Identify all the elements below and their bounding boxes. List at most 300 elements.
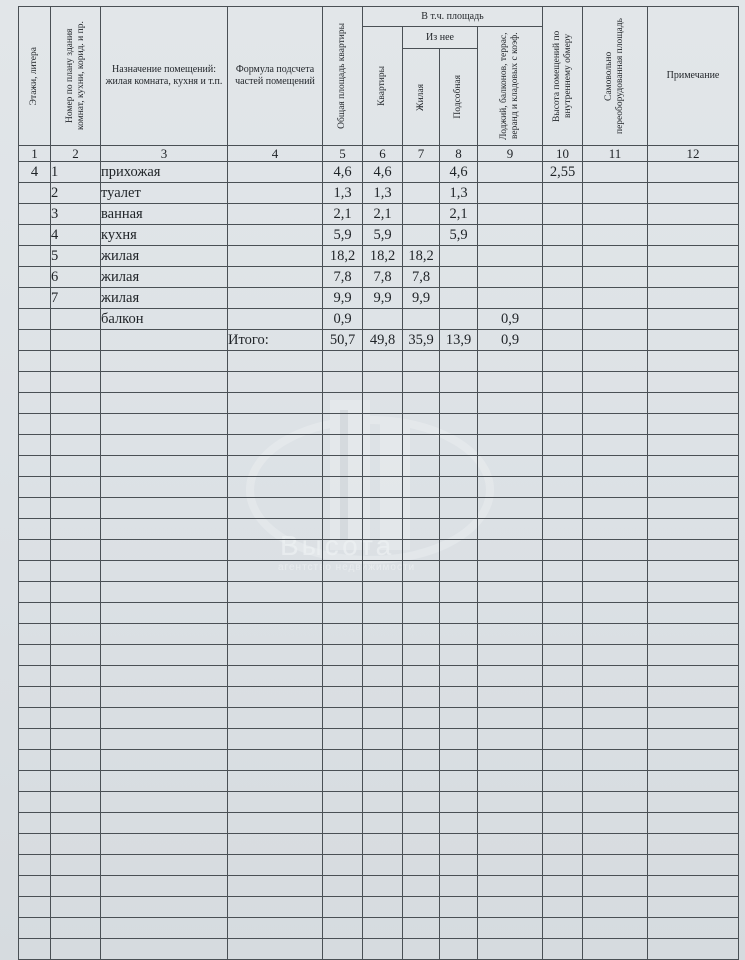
empty-cell [648, 792, 739, 813]
empty-cell [363, 519, 403, 540]
empty-cell [19, 897, 51, 918]
empty-cell [478, 708, 543, 729]
cell-room-name: балкон [101, 309, 228, 330]
empty-cell [228, 939, 323, 960]
empty-cell [19, 540, 51, 561]
cell-formula [228, 267, 323, 288]
empty-cell [363, 771, 403, 792]
empty-cell [101, 645, 228, 666]
cell-auxiliary-area [440, 246, 478, 267]
empty-cell [648, 834, 739, 855]
table-row [19, 225, 739, 246]
cell-formula [228, 309, 323, 330]
empty-cell [583, 771, 648, 792]
empty-cell [403, 729, 440, 750]
cell-total-area: 2,1 [323, 204, 363, 225]
empty-cell [583, 855, 648, 876]
empty-cell [101, 561, 228, 582]
header-floor: Этажи, литера [19, 7, 51, 146]
empty-cell [403, 498, 440, 519]
empty-cell [51, 813, 101, 834]
empty-cell [648, 939, 739, 960]
cell-note [648, 288, 739, 309]
empty-cell [543, 393, 583, 414]
empty-cell [363, 834, 403, 855]
empty-cell [440, 834, 478, 855]
empty-cell [19, 918, 51, 939]
empty-cell [228, 540, 323, 561]
header-total-area: Общая площадь квартиры [323, 7, 363, 146]
empty-row [19, 939, 739, 960]
empty-row [19, 498, 739, 519]
empty-cell [543, 855, 583, 876]
header-subgroup: Из нее [403, 27, 478, 49]
empty-cell [543, 582, 583, 603]
empty-cell [403, 540, 440, 561]
empty-cell [51, 351, 101, 372]
empty-cell [19, 645, 51, 666]
empty-cell [101, 624, 228, 645]
empty-row [19, 897, 739, 918]
empty-cell [101, 750, 228, 771]
cell-formula [228, 183, 323, 204]
empty-cell [648, 582, 739, 603]
empty-cell [403, 687, 440, 708]
empty-cell [403, 393, 440, 414]
empty-cell [101, 687, 228, 708]
cell-floor [19, 183, 51, 204]
empty-row [19, 729, 739, 750]
column-number: 10 [543, 146, 583, 162]
empty-cell [583, 876, 648, 897]
empty-cell [648, 729, 739, 750]
empty-cell [403, 708, 440, 729]
total-apt: 49,8 [363, 330, 403, 351]
empty-cell [478, 855, 543, 876]
cell-unauthorized-area [583, 183, 648, 204]
cell-note [648, 267, 739, 288]
cell-apartment-area: 1,3 [363, 183, 403, 204]
column-number: 8 [440, 146, 478, 162]
empty-cell [583, 330, 648, 351]
cell-living-area [403, 183, 440, 204]
empty-cell [19, 729, 51, 750]
empty-cell [363, 708, 403, 729]
empty-cell [51, 435, 101, 456]
empty-cell [543, 918, 583, 939]
cell-unauthorized-area [583, 267, 648, 288]
header-apartment-area: Квартиры [363, 27, 403, 146]
empty-cell [323, 414, 363, 435]
empty-cell [648, 624, 739, 645]
empty-cell [583, 519, 648, 540]
empty-cell [323, 729, 363, 750]
empty-cell [228, 834, 323, 855]
empty-cell [228, 372, 323, 393]
empty-cell [363, 498, 403, 519]
cell-room-number: 7 [51, 288, 101, 309]
empty-cell [19, 876, 51, 897]
empty-cell [323, 750, 363, 771]
empty-cell [543, 351, 583, 372]
cell-auxiliary-area: 5,9 [440, 225, 478, 246]
cell-apartment-area: 4,6 [363, 162, 403, 183]
empty-cell [19, 603, 51, 624]
empty-cell [19, 813, 51, 834]
cell-auxiliary-area: 2,1 [440, 204, 478, 225]
empty-cell [228, 393, 323, 414]
cell-room-number: 2 [51, 183, 101, 204]
empty-cell [51, 561, 101, 582]
empty-cell [403, 939, 440, 960]
empty-cell [101, 876, 228, 897]
table-row [19, 246, 739, 267]
cell-unauthorized-area [583, 225, 648, 246]
empty-row [19, 456, 739, 477]
empty-cell [363, 813, 403, 834]
empty-cell [323, 855, 363, 876]
empty-cell [228, 645, 323, 666]
empty-cell [101, 435, 228, 456]
empty-cell [440, 477, 478, 498]
cell-apartment-area: 5,9 [363, 225, 403, 246]
empty-cell [101, 834, 228, 855]
empty-cell [101, 456, 228, 477]
empty-cell [440, 519, 478, 540]
empty-cell [583, 834, 648, 855]
empty-cell [19, 372, 51, 393]
empty-cell [478, 876, 543, 897]
cell-ceiling-height [543, 183, 583, 204]
empty-cell [440, 393, 478, 414]
cell-room-number: 4 [51, 225, 101, 246]
empty-row [19, 687, 739, 708]
cell-auxiliary-area [440, 267, 478, 288]
empty-cell [323, 918, 363, 939]
empty-cell [228, 666, 323, 687]
empty-cell [19, 624, 51, 645]
cell-ceiling-height [543, 246, 583, 267]
empty-cell [228, 792, 323, 813]
cell-apartment-area: 9,9 [363, 288, 403, 309]
empty-cell [363, 414, 403, 435]
empty-cell [648, 855, 739, 876]
empty-cell [101, 939, 228, 960]
empty-cell [648, 372, 739, 393]
empty-cell [478, 456, 543, 477]
empty-row [19, 918, 739, 939]
empty-cell [543, 813, 583, 834]
empty-cell [228, 855, 323, 876]
empty-row [19, 519, 739, 540]
empty-cell [440, 645, 478, 666]
column-number-row [19, 146, 739, 162]
empty-cell [19, 456, 51, 477]
empty-cell [363, 750, 403, 771]
cell-apartment-area: 2,1 [363, 204, 403, 225]
cell-auxiliary-area: 4,6 [440, 162, 478, 183]
empty-cell [228, 813, 323, 834]
empty-cell [51, 645, 101, 666]
empty-cell [363, 561, 403, 582]
cell-balcony-area [478, 288, 543, 309]
cell-balcony-area: 0,9 [478, 309, 543, 330]
empty-cell [101, 393, 228, 414]
cell-floor [19, 309, 51, 330]
empty-cell [543, 771, 583, 792]
total-living: 35,9 [403, 330, 440, 351]
empty-cell [478, 372, 543, 393]
empty-cell [543, 645, 583, 666]
empty-row [19, 771, 739, 792]
column-number: 3 [101, 146, 228, 162]
cell-living-area: 7,8 [403, 267, 440, 288]
empty-cell [440, 582, 478, 603]
empty-cell [323, 897, 363, 918]
empty-cell [19, 771, 51, 792]
cell-apartment-area [363, 309, 403, 330]
empty-row [19, 603, 739, 624]
empty-cell [440, 855, 478, 876]
empty-cell [583, 477, 648, 498]
empty-cell [51, 834, 101, 855]
empty-cell [51, 666, 101, 687]
empty-cell [101, 372, 228, 393]
empty-row [19, 834, 739, 855]
empty-cell [101, 897, 228, 918]
cell-apartment-area: 7,8 [363, 267, 403, 288]
cell-formula [228, 225, 323, 246]
empty-cell [648, 393, 739, 414]
empty-row [19, 393, 739, 414]
empty-cell [323, 603, 363, 624]
empty-cell [228, 918, 323, 939]
empty-cell [19, 792, 51, 813]
empty-cell [19, 519, 51, 540]
empty-cell [583, 750, 648, 771]
empty-cell [403, 771, 440, 792]
empty-cell [478, 435, 543, 456]
empty-cell [478, 666, 543, 687]
empty-cell [543, 477, 583, 498]
empty-cell [403, 876, 440, 897]
column-number: 9 [478, 146, 543, 162]
empty-cell [101, 330, 228, 351]
empty-cell [583, 708, 648, 729]
empty-cell [440, 792, 478, 813]
cell-room-name: ванная [101, 204, 228, 225]
column-number: 7 [403, 146, 440, 162]
empty-cell [403, 834, 440, 855]
cell-floor [19, 246, 51, 267]
table-row [19, 309, 739, 330]
empty-cell [440, 561, 478, 582]
cell-note [648, 183, 739, 204]
header-living-area: Жилая [403, 49, 440, 146]
empty-cell [228, 897, 323, 918]
empty-cell [403, 435, 440, 456]
empty-cell [363, 876, 403, 897]
empty-cell [101, 477, 228, 498]
empty-cell [101, 603, 228, 624]
empty-cell [440, 372, 478, 393]
empty-cell [583, 372, 648, 393]
empty-cell [51, 498, 101, 519]
totals-row [19, 330, 739, 351]
empty-cell [101, 519, 228, 540]
empty-cell [583, 351, 648, 372]
header-room-purpose: Назначение помещений: жилая комната, кухня и т.п. [101, 7, 228, 146]
empty-cell [543, 372, 583, 393]
cell-balcony-area [478, 183, 543, 204]
empty-cell [101, 498, 228, 519]
empty-cell [19, 582, 51, 603]
cell-unauthorized-area [583, 288, 648, 309]
cell-living-area: 9,9 [403, 288, 440, 309]
empty-cell [19, 351, 51, 372]
cell-ceiling-height [543, 288, 583, 309]
empty-cell [648, 351, 739, 372]
empty-cell [403, 372, 440, 393]
empty-cell [323, 771, 363, 792]
empty-cell [19, 750, 51, 771]
empty-cell [648, 456, 739, 477]
cell-total-area: 0,9 [323, 309, 363, 330]
empty-cell [19, 414, 51, 435]
cell-living-area: 18,2 [403, 246, 440, 267]
total-aux: 13,9 [440, 330, 478, 351]
empty-cell [648, 540, 739, 561]
empty-cell [363, 729, 403, 750]
empty-cell [583, 729, 648, 750]
empty-cell [543, 414, 583, 435]
empty-cell [440, 666, 478, 687]
empty-cell [543, 519, 583, 540]
empty-cell [583, 582, 648, 603]
cell-total-area: 5,9 [323, 225, 363, 246]
empty-cell [478, 351, 543, 372]
empty-cell [19, 498, 51, 519]
empty-cell [323, 372, 363, 393]
empty-cell [228, 498, 323, 519]
empty-cell [478, 834, 543, 855]
cell-floor [19, 225, 51, 246]
empty-cell [19, 939, 51, 960]
empty-row [19, 561, 739, 582]
empty-cell [583, 792, 648, 813]
empty-cell [543, 540, 583, 561]
empty-cell [363, 624, 403, 645]
empty-cell [478, 771, 543, 792]
empty-cell [228, 624, 323, 645]
empty-cell [403, 897, 440, 918]
empty-row [19, 540, 739, 561]
empty-cell [323, 393, 363, 414]
empty-cell [101, 855, 228, 876]
empty-cell [648, 876, 739, 897]
cell-room-name: жилая [101, 288, 228, 309]
header-auxiliary-area: Подсобная [440, 49, 478, 146]
empty-row [19, 582, 739, 603]
cell-note [648, 225, 739, 246]
empty-cell [648, 666, 739, 687]
empty-row [19, 876, 739, 897]
empty-cell [19, 330, 51, 351]
empty-cell [323, 687, 363, 708]
table-row [19, 183, 739, 204]
empty-cell [583, 540, 648, 561]
empty-cell [363, 540, 403, 561]
empty-cell [101, 918, 228, 939]
empty-cell [51, 603, 101, 624]
empty-cell [323, 834, 363, 855]
empty-cell [478, 540, 543, 561]
table-row [19, 204, 739, 225]
empty-row [19, 372, 739, 393]
cell-ceiling-height [543, 204, 583, 225]
cell-room-name: прихожая [101, 162, 228, 183]
cell-unauthorized-area [583, 204, 648, 225]
empty-cell [323, 561, 363, 582]
column-number: 12 [648, 146, 739, 162]
empty-cell [478, 582, 543, 603]
empty-cell [583, 918, 648, 939]
empty-cell [478, 729, 543, 750]
empty-cell [583, 498, 648, 519]
empty-cell [323, 519, 363, 540]
empty-cell [323, 813, 363, 834]
empty-cell [228, 414, 323, 435]
empty-cell [478, 918, 543, 939]
table-body [19, 162, 739, 960]
empty-cell [440, 456, 478, 477]
empty-cell [101, 582, 228, 603]
empty-cell [440, 435, 478, 456]
empty-cell [403, 351, 440, 372]
room-area-table [18, 6, 739, 960]
empty-cell [51, 477, 101, 498]
cell-unauthorized-area [583, 246, 648, 267]
cell-balcony-area [478, 162, 543, 183]
empty-cell [51, 729, 101, 750]
empty-cell [363, 603, 403, 624]
empty-cell [648, 435, 739, 456]
cell-balcony-area [478, 246, 543, 267]
cell-auxiliary-area [440, 309, 478, 330]
empty-cell [51, 750, 101, 771]
total-label: Итого: [228, 330, 323, 351]
empty-cell [228, 750, 323, 771]
empty-cell [648, 918, 739, 939]
header-unauthorized-area: Самовольно переоборудованная площадь [583, 7, 648, 146]
empty-cell [51, 414, 101, 435]
empty-cell [323, 876, 363, 897]
empty-row [19, 414, 739, 435]
empty-cell [648, 498, 739, 519]
cell-living-area [403, 204, 440, 225]
empty-cell [440, 498, 478, 519]
cell-unauthorized-area [583, 309, 648, 330]
empty-cell [101, 813, 228, 834]
empty-cell [363, 393, 403, 414]
empty-cell [478, 624, 543, 645]
header-room-number: Номер по плану здания комнат, кухни, корид. и пр. [51, 7, 101, 146]
empty-cell [440, 351, 478, 372]
empty-cell [363, 582, 403, 603]
empty-cell [101, 771, 228, 792]
cell-total-area: 1,3 [323, 183, 363, 204]
watermark-text: Высота [280, 530, 395, 561]
